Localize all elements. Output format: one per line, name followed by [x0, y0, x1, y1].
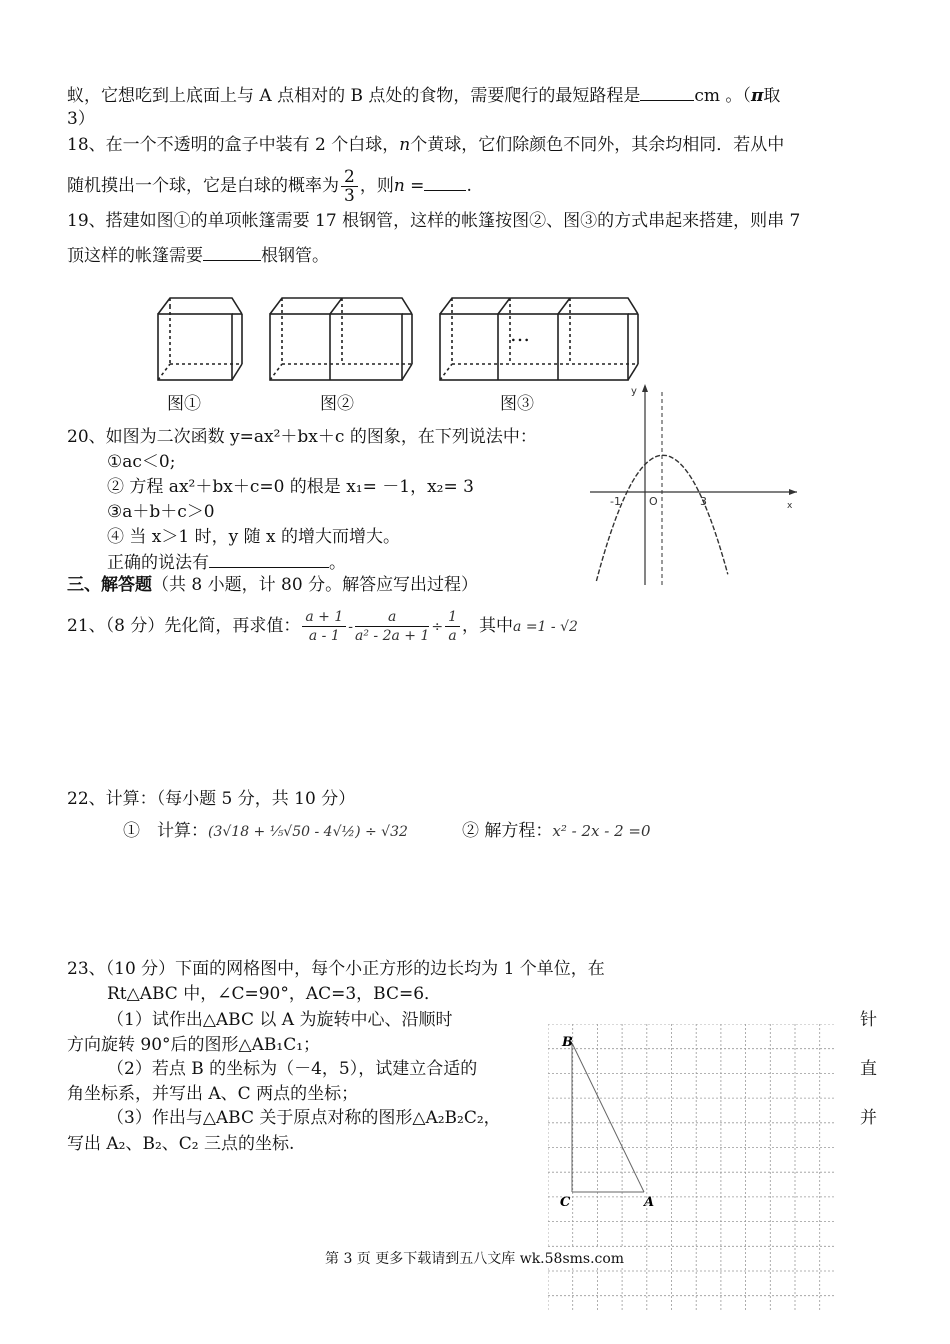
q22-title: 22、计算：（每小题 5 分，共 10 分）	[67, 789, 356, 809]
q23-p3a: （3）作出与△ABC 关于原点对称的图形△A₂B₂C₂，	[107, 1108, 501, 1128]
q23-p1a-end: 针	[860, 1010, 877, 1030]
label-neg1: -1	[610, 495, 621, 508]
q23-p1a: （1）试作出△ABC 以 A 为旋转中心、沿顺时	[107, 1010, 453, 1030]
q18-text-c: 随机摸出一个球，它是白球的概率为	[67, 176, 339, 196]
tent-fig1	[158, 298, 242, 380]
frac-numerator: a	[355, 608, 429, 627]
q23-p3a-end: 并	[860, 1108, 877, 1128]
y-axis-arrow	[642, 384, 648, 392]
coordinate-grid	[548, 1024, 836, 1312]
q17-unit: cm 。（	[694, 86, 751, 106]
parabola-graph	[585, 380, 805, 590]
fig-label-3: 图③	[500, 394, 534, 414]
q18-blank	[424, 174, 466, 191]
q20-blank	[209, 551, 329, 568]
q18-line1	[67, 134, 784, 156]
q20-item-1: ①ac＜0;	[107, 452, 176, 472]
tent-fig2	[270, 298, 412, 380]
frac-numerator: 2	[341, 168, 358, 187]
q23-p2a: （2）若点 B 的坐标为（－4，5），试建立合适的	[107, 1059, 478, 1079]
q21-condition: a =1 - √2	[513, 619, 578, 635]
tent-ellipsis: …	[510, 322, 530, 346]
fig-label-2: 图②	[320, 394, 354, 414]
q23-line2: Rt△ABC 中，∠C=90°，AC=3，BC=6．	[107, 984, 442, 1004]
frac-denominator: a - 1	[308, 628, 340, 644]
frac-denominator: a	[448, 628, 457, 644]
q23-p2a-end: 直	[860, 1059, 877, 1079]
section3-title: 三、解答题	[67, 575, 152, 595]
q20-item-3: ③a＋b＋c＞0	[107, 502, 215, 522]
q21-minus: -	[348, 619, 353, 635]
q22-p1-expr: (3√18 + ⅕√50 - 4√½) ÷ √32	[208, 824, 408, 840]
q22-part1	[123, 820, 408, 843]
q23-p1b: 方向旋转 90°后的图形△AB₁C₁；	[67, 1035, 321, 1055]
q20-answer-prompt: 正确的说法有	[107, 553, 209, 573]
q21-text-b: ，其中	[462, 616, 514, 636]
q21-text-a: 21、（8 分）先化简，再求值：	[67, 616, 301, 636]
q21-frac3	[445, 608, 460, 645]
q18-text-b: 个黄球，它们除颜色不同外，其余均相同．若从中	[410, 135, 785, 155]
q18-text-d: ，则	[359, 176, 394, 196]
q19-line2	[67, 244, 329, 267]
y-label: y	[631, 386, 637, 397]
frac-numerator: a + 1	[302, 608, 346, 627]
q22-p2-label: ② 解方程：	[462, 821, 553, 841]
q17-take: 取	[763, 86, 781, 106]
segment-ab	[572, 1043, 644, 1192]
label-origin: O	[649, 495, 658, 508]
frac-denominator: a² - 2a + 1	[354, 628, 430, 644]
q20-item-4: ④ 当 x＞1 时，y 随 x 的增大而增大。	[107, 527, 401, 547]
q21-frac1	[302, 608, 346, 645]
q22-p2-expr: x² - 2x - 2 =0	[552, 822, 651, 840]
q20-stem: 20、如图为二次函数 y=ax²＋bx＋c 的图象，在下列说法中：	[67, 427, 537, 447]
q21-line	[67, 606, 578, 647]
grid-lines	[548, 1024, 836, 1312]
page-footer: 第 3 页 更多下载请到五八文库 wk.58sms.com	[322, 1248, 627, 1268]
pi-symbol: π	[750, 86, 764, 106]
q19-blank	[203, 244, 261, 261]
q18-end: .	[466, 176, 472, 196]
q19-line1: 19、搭建如图①的单项帐篷需要 17 根钢管，这样的帐篷按图②、图③的方式串起来搭建，则串 7	[67, 211, 801, 231]
q23-p3b: 写出 A₂、B₂、C₂ 三点的坐标.	[67, 1134, 295, 1154]
q23-line1: 23、（10 分）下面的网格图中，每个小正方形的边长均为 1 个单位，在	[67, 959, 605, 979]
label-three: 3	[700, 495, 707, 508]
q18-eq: n =	[393, 176, 425, 196]
point-a-label: A	[644, 1195, 655, 1210]
tent-figures	[150, 292, 700, 384]
frac-numerator: 1	[445, 608, 460, 627]
fig-label-1: 图①	[167, 394, 201, 414]
q19-text-b: 根钢管。	[261, 246, 329, 266]
q18-fraction	[341, 168, 358, 205]
q21-frac2	[355, 608, 429, 645]
q17-text: 蚁，它想吃到上底面上与 A 点相对的 B 点处的食物，需要爬行的最短路程是	[67, 86, 641, 106]
q22-p1-label: ① 计算：	[123, 821, 208, 841]
q22-part2	[462, 820, 651, 842]
q21-div: ÷	[431, 619, 444, 635]
frac-denominator: 3	[344, 186, 355, 206]
q20-answer-end: 。	[329, 553, 346, 573]
q17-cont: 3）	[67, 109, 95, 129]
section3-heading	[67, 574, 478, 596]
q23-p2b: 角坐标系，并写出 A、C 两点的坐标；	[67, 1084, 359, 1104]
tent-fig3	[440, 298, 638, 380]
x-label: x	[787, 501, 793, 511]
q17-blank	[640, 84, 694, 101]
q20-item-2: ② 方程 ax²＋bx＋c=0 的根是 x₁= －1，x₂= 3	[107, 477, 474, 497]
section3-note: （共 8 小题，计 80 分。解答应写出过程）	[152, 575, 479, 595]
q18-var-n: n	[399, 135, 411, 155]
q17-line	[67, 84, 780, 107]
point-b-label: B	[562, 1035, 573, 1050]
q19-text-a: 顶这样的帐篷需要	[67, 246, 203, 266]
q18-text-a: 18、在一个不透明的盒子中装有 2 个白球，	[67, 135, 400, 155]
x-axis-arrow	[789, 489, 797, 495]
q20-answer	[107, 551, 346, 574]
point-c-label: C	[560, 1195, 571, 1210]
q18-line2	[67, 168, 472, 205]
